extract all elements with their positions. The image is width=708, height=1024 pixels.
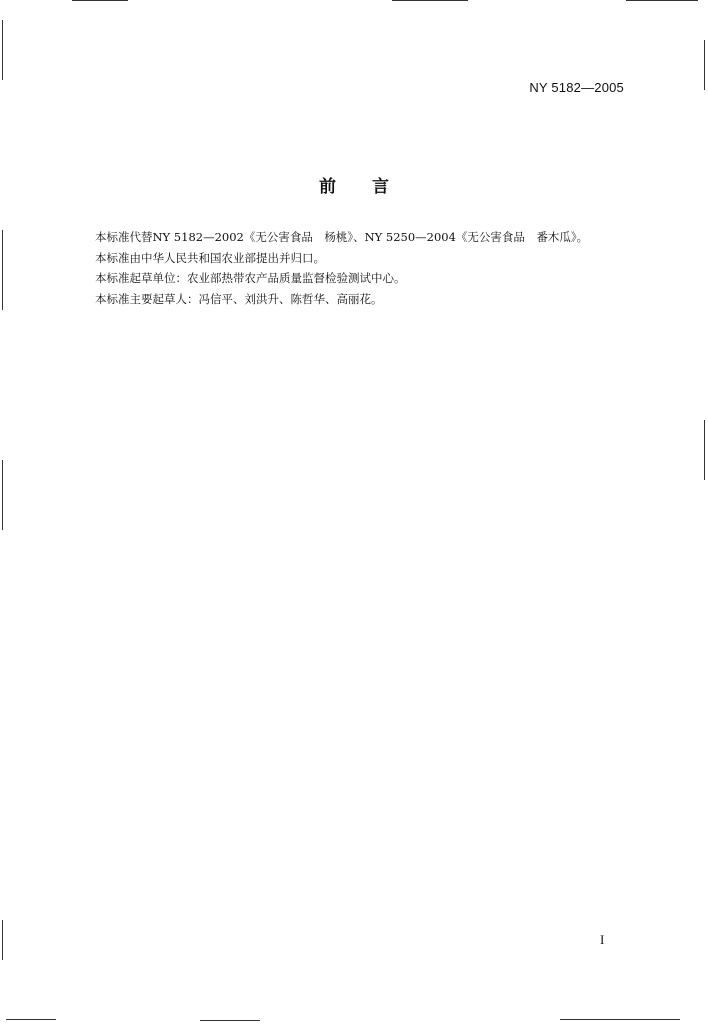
scan-edge-line — [2, 920, 3, 960]
standard-code: NY 5182—2005 — [529, 80, 624, 95]
page-title: 前言 — [319, 177, 425, 197]
scan-edge-line — [200, 1020, 260, 1021]
foreword-body — [95, 227, 655, 309]
foreword-paragraph: 本标准起草单位：农业部热带农产品质量监督检验测试中心。 — [95, 271, 406, 285]
foreword-paragraph: 本标准主要起草人：冯信平、刘洪升、陈哲华、高丽花。 — [95, 291, 383, 306]
foreword-paragraph: 本标准由中华人民共和国农业部提出并归口。 — [95, 250, 325, 265]
foreword-paragraph: 本标准代替NY 5182—2002《无公害食品 杨桃》、NY 5250—2004《无公害食品 番木瓜》。 — [95, 230, 589, 244]
scan-edge-line — [704, 420, 705, 480]
scan-edge-line — [2, 460, 3, 530]
scan-edge-line — [392, 0, 468, 1]
scan-edge-line — [72, 0, 128, 1]
scan-edge-line — [2, 20, 3, 80]
scan-edge-line — [704, 40, 705, 90]
scan-edge-line — [2, 230, 3, 310]
page-number: I — [600, 932, 605, 947]
scan-edge-line — [560, 1019, 680, 1020]
scan-edge-line — [626, 0, 698, 1]
scan-edge-line — [6, 1019, 56, 1020]
